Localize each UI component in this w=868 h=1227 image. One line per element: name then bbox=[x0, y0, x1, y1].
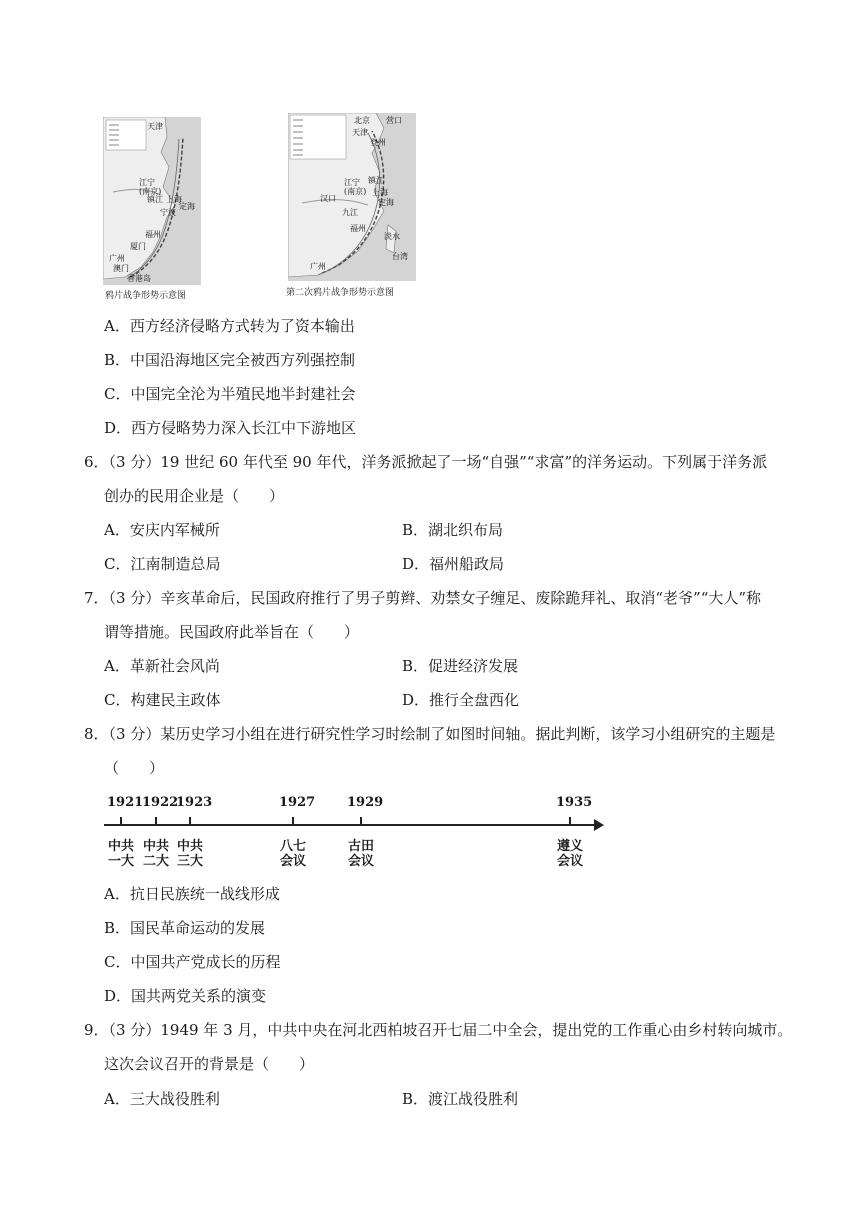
map2-place-jiangning: 江宁 bbox=[344, 178, 360, 187]
map1-place-zhenjiang: 镇江 bbox=[147, 195, 163, 204]
q9-option-b[interactable]: B．渡江战役胜利 bbox=[402, 1090, 519, 1108]
q5-option-c[interactable]: C．中国完全沦为半殖民地半封建社会 bbox=[104, 385, 356, 403]
map2-place-jiujiang: 九江 bbox=[342, 208, 358, 217]
timeline-event bbox=[346, 839, 376, 869]
map1-place-guangzhou: 广州 bbox=[109, 254, 125, 263]
timeline-event bbox=[278, 839, 308, 869]
timeline-event-top: 中共 bbox=[107, 839, 134, 854]
q8-option-d[interactable]: D．国共两党关系的演变 bbox=[104, 987, 267, 1005]
q7-option-b[interactable]: B．促进经济发展 bbox=[402, 657, 519, 675]
map2-place-dinghai: 定海 bbox=[378, 198, 394, 207]
timeline-tick-1927 bbox=[292, 817, 294, 826]
map1-place-xiamen: 厦门 bbox=[130, 242, 146, 251]
q6-option-b[interactable]: B．湖北织布局 bbox=[402, 521, 504, 539]
q6-option-a[interactable]: A．安庆内军械所 bbox=[104, 521, 220, 539]
q7-stem-line1: 7．（3 分）辛亥革命后，民国政府推行了男子剪辫、劝禁女子缠足、废除跪拜礼、取消“老爷”“大人”称 bbox=[84, 589, 762, 607]
q5-option-a[interactable]: A．西方经济侵略方式转为了资本输出 bbox=[104, 317, 355, 335]
timeline-tick-1923 bbox=[189, 817, 191, 826]
map1-place-ningbo: 宁波 bbox=[160, 208, 176, 217]
map2-place-shanghai: 上海 bbox=[372, 188, 388, 197]
timeline-year: 1921 bbox=[107, 795, 144, 810]
map2-place-tianjin: 天津 bbox=[352, 128, 368, 137]
map2-place-danshui: 淡水 bbox=[384, 232, 400, 241]
timeline-event-top: 中共 bbox=[176, 839, 203, 854]
map1-place-macau: 澳门 bbox=[113, 264, 129, 273]
timeline-arrow-icon bbox=[594, 819, 604, 831]
map1-place-tianjin: 天津 bbox=[147, 122, 163, 131]
q8-option-a[interactable]: A．抗日民族统一战线形成 bbox=[104, 885, 280, 903]
q7-option-a[interactable]: A．革新社会风尚 bbox=[104, 657, 220, 675]
second-opium-war-map-caption: 第二次鸦片战争形势示意图 bbox=[286, 288, 395, 298]
timeline-year: 1935 bbox=[556, 795, 593, 810]
map1-place-shanghai: 上海 bbox=[166, 195, 182, 204]
q9-stem-line1: 9．（3 分）1949 年 3 月，中共中央在河北西柏坡召开七届二中全会，提出党的工作重心由乡村转向城市。 bbox=[84, 1021, 793, 1039]
timeline-tick-1935 bbox=[569, 817, 571, 826]
q8-stem-line2: （ ） bbox=[104, 759, 165, 777]
timeline-event-bottom: 一大 bbox=[107, 854, 134, 869]
timeline-year: 1929 bbox=[347, 795, 384, 810]
map2-place-taiwan: 台湾 bbox=[392, 252, 408, 261]
map2-place-yingkou: 营口 bbox=[386, 116, 402, 125]
q9-option-a[interactable]: A．三大战役胜利 bbox=[104, 1090, 220, 1108]
q9-stem-line2: 这次会议召开的背景是（ ） bbox=[104, 1055, 315, 1073]
timeline-tick-1929 bbox=[360, 817, 362, 826]
timeline-year: 1922 bbox=[142, 795, 179, 810]
map2-place-dengzhou: 登州 bbox=[370, 138, 386, 147]
timeline-tick-1922 bbox=[155, 817, 157, 826]
timeline-event-bottom: 会议 bbox=[279, 854, 306, 869]
opium-war-map bbox=[103, 117, 201, 285]
map2-place-zhenjiang: 镇江 bbox=[368, 176, 384, 185]
timeline-event-bottom: 三大 bbox=[176, 854, 203, 869]
q5-option-d[interactable]: D．西方侵略势力深入长江中下游地区 bbox=[104, 419, 357, 437]
map1-place-nanjing: (南京) bbox=[139, 187, 162, 196]
q7-stem-line2: 谓等措施。民国政府此举旨在（ ） bbox=[104, 623, 360, 641]
q7-option-d[interactable]: D．推行全盘西化 bbox=[402, 691, 520, 709]
timeline-axis bbox=[104, 824, 596, 826]
q5-option-b[interactable]: B．中国沿海地区完全被西方列强控制 bbox=[104, 351, 356, 369]
timeline-event-bottom: 会议 bbox=[556, 854, 583, 869]
map2-place-hankou: 汉口 bbox=[320, 194, 336, 203]
q7-option-c[interactable]: C．构建民主政体 bbox=[104, 691, 221, 709]
opium-war-map-caption: 鸦片战争形势示意图 bbox=[105, 291, 187, 301]
timeline-year: 1923 bbox=[176, 795, 213, 810]
map1-place-dinghai: 定海 bbox=[179, 202, 195, 211]
timeline-event-bottom: 会议 bbox=[347, 854, 374, 869]
map1-place-hongkong: 香港岛 bbox=[127, 274, 151, 283]
timeline-event bbox=[106, 839, 136, 869]
timeline-event-bottom: 二大 bbox=[142, 854, 169, 869]
timeline-event-top: 古田 bbox=[347, 839, 374, 854]
map1-place-jiangning: 江宁 bbox=[139, 178, 155, 187]
map2-place-nanjing: (南京) bbox=[344, 187, 367, 196]
timeline-event bbox=[175, 839, 205, 869]
second-opium-war-map bbox=[288, 113, 416, 281]
timeline-tick-1921 bbox=[120, 817, 122, 826]
q6-stem-line2: 创办的民用企业是（ ） bbox=[104, 487, 285, 505]
q8-option-b[interactable]: B．国民革命运动的发展 bbox=[104, 919, 266, 937]
q6-option-d[interactable]: D．福州船政局 bbox=[402, 555, 505, 573]
map2-place-fuzhou: 福州 bbox=[350, 224, 366, 233]
q6-option-c[interactable]: C．江南制造总局 bbox=[104, 555, 221, 573]
q8-option-c[interactable]: C．中国共产党成长的历程 bbox=[104, 953, 281, 971]
map1-place-fuzhou: 福州 bbox=[145, 230, 161, 239]
q6-stem-line1: 6．（3 分）19 世纪 60 年代至 90 年代，洋务派掀起了一场“自强”“求富”的洋务运动。下列属于洋务派 bbox=[84, 453, 768, 471]
map2-place-guangzhou: 广州 bbox=[310, 262, 326, 271]
timeline-event-top: 遵义 bbox=[556, 839, 583, 854]
map2-place-beijing: 北京 bbox=[354, 116, 370, 125]
timeline-event-top: 中共 bbox=[142, 839, 169, 854]
q8-stem-line1: 8．（3 分）某历史学习小组在进行研究性学习时绘制了如图时间轴。据此判断，该学习小组研究的主题是 bbox=[84, 725, 776, 743]
timeline-event-top: 八七 bbox=[279, 839, 306, 854]
timeline-event bbox=[141, 839, 171, 869]
timeline-year: 1927 bbox=[279, 795, 316, 810]
timeline-event bbox=[555, 839, 585, 869]
